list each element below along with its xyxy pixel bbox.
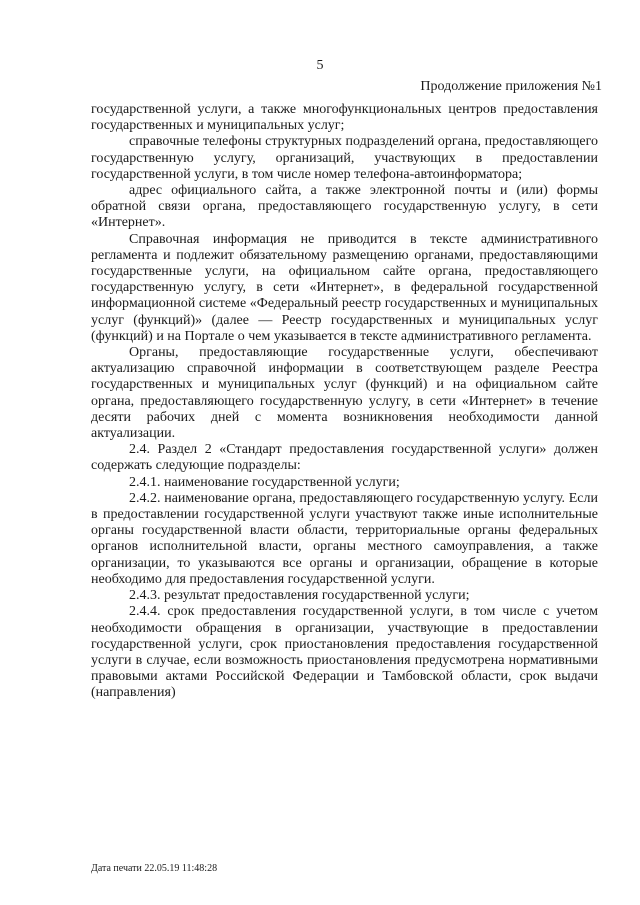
paragraph-2-4-4: 2.4.4. срок предоставления государственной услуги, в том числе с учетом необходимости обращения в организации, участвующие в предоставлении государственной услуги, срок приостановления предоставления государственной услуги в случае, если возможность приостановления предусмотрена нормативными правовыми актами Российской Федерации и Тамбовской области, срок выдачи (направления) [91, 604, 598, 701]
paragraph-actualization: Органы, предоставляющие государственные услуги, обеспечивают актуализацию справочной информации в соответствующем разделе Реестра государственных и муниципальных услуг (функций) и на официальном сайте органа, предоставляющего государственную услугу, в сети «Интернет» в течение десяти рабочих дней с момента возникновения необходимости данной актуализации. [91, 345, 598, 442]
paragraph-2-4-1: 2.4.1. наименование государственной услуги; [129, 474, 400, 490]
print-date-footer: Дата печати 22.05.19 11:48:28 [91, 863, 218, 874]
appendix-continuation-note: Продолжение приложения №1 [420, 79, 602, 94]
paragraph-2-4-3: 2.4.3. результат предоставления государственной услуги; [129, 588, 470, 604]
paragraph-continuation: государственной услуги, а также многофункциональных центров предоставления государственных и муниципальных услуг; [91, 102, 598, 134]
paragraph-phones: справочные телефоны структурных подразделений органа, предоставляющего государственную услугу, организаций, участвующих в предоставлении государственной услуги, в том числе номер телефона-автоинформатора; [91, 134, 598, 182]
paragraph-website: адрес официального сайта, а также электронной почты и (или) формы обратной связи органа, предоставляющего государственную услугу, в сети «Интернет». [91, 183, 598, 231]
document-body [91, 102, 598, 702]
page-number: 5 [316, 58, 324, 73]
paragraph-2-4-2: 2.4.2. наименование органа, предоставляющего государственную услугу. Если в предоставлении государственной услуги участвуют также иные исполнительные органы государственной власти области, территориальные органы федеральных органов исполнительной власти, органы местного самоуправления, а также организации, то указываются все органы и организации, обращение в которые необходимо для предоставления государственной услуги. [91, 490, 598, 587]
paragraph-section-2-4: 2.4. Раздел 2 «Стандарт предоставления государственной услуги» должен содержать следующие подразделы: [91, 442, 598, 474]
paragraph-reference-info: Справочная информация не приводится в тексте административного регламента и подлежит обязательному размещению органами, предоставляющими государственные услуги, на официальном сайте органа, предоставляющего государственную услугу, в сети «Интернет», в федеральной государственной информационной системе «Федеральный реестр государственных и муниципальных услуг (функций)» (далее — Реестр государственных и муниципальных услуг (функций) и на Портале о чем указывается в тексте административного регламента. [91, 231, 598, 344]
